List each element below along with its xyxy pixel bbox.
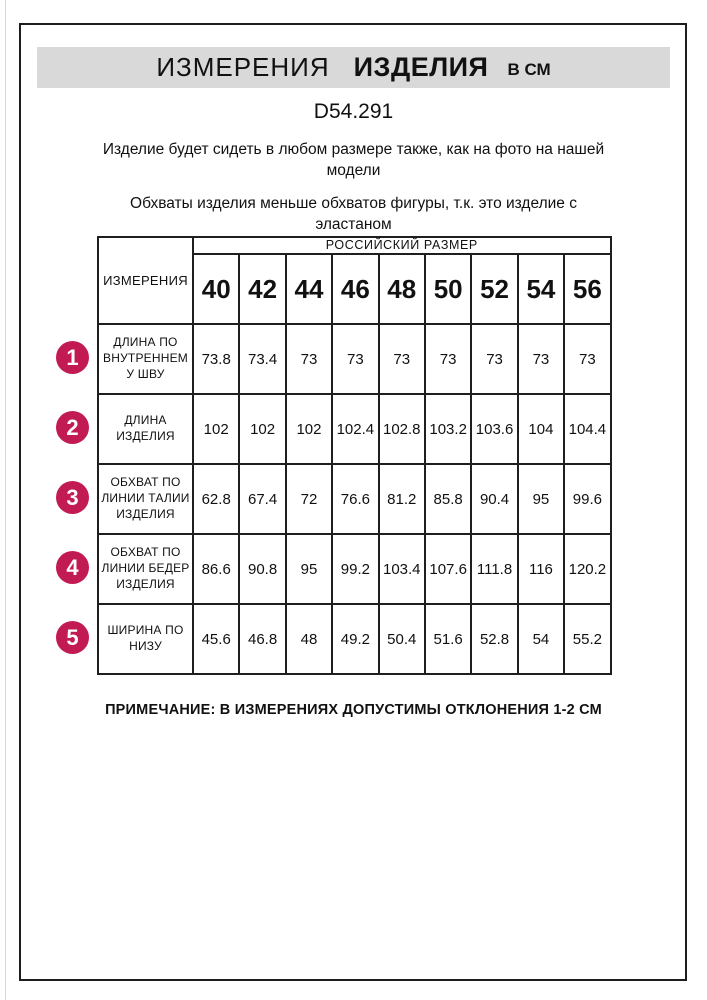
measurement-value: 73	[425, 324, 471, 394]
article-code: D54.291	[313, 100, 394, 123]
measurement-value: 86.6	[193, 534, 239, 604]
elastane-note-paragraph	[0, 193, 707, 235]
size-col-header: 52	[471, 254, 517, 324]
table-row	[98, 464, 611, 534]
measurement-value: 72	[286, 464, 332, 534]
measurement-value: 103.4	[379, 534, 425, 604]
measurement-value: 102.8	[379, 394, 425, 464]
measurement-value: 49.2	[332, 604, 378, 674]
size-col-header: 44	[286, 254, 332, 324]
table-header-group-row	[98, 237, 611, 254]
measurement-value: 104.4	[564, 394, 611, 464]
measurement-value: 104	[518, 394, 564, 464]
table-row	[98, 604, 611, 674]
measurement-value: 73	[518, 324, 564, 394]
elastane-note-line1: Обхваты изделия меньше обхватов фигуры, т.к. это изделие с	[130, 195, 577, 212]
measurement-value: 102	[239, 394, 285, 464]
measurement-value: 67.4	[239, 464, 285, 534]
measurement-value: 51.6	[425, 604, 471, 674]
row-label: ДЛИНА ИЗДЕЛИЯ	[98, 394, 193, 464]
measurement-value: 52.8	[471, 604, 517, 674]
size-col-header: 42	[239, 254, 285, 324]
table-corner-header: ИЗМЕРЕНИЯ	[98, 237, 193, 324]
size-col-header: 54	[518, 254, 564, 324]
measurement-value: 73	[379, 324, 425, 394]
fit-note-line1: Изделие будет сидеть в любом размере также, как на фото на нашей	[102, 141, 605, 158]
measurement-value: 50.4	[379, 604, 425, 674]
measurement-value: 102	[286, 394, 332, 464]
measurement-value: 107.6	[425, 534, 471, 604]
measurement-value: 111.8	[471, 534, 517, 604]
measurement-value: 76.6	[332, 464, 378, 534]
row-number-badge: 1	[56, 341, 89, 374]
title-word-product: ИЗДЕЛИЯ	[353, 52, 489, 82]
row-number-badge: 2	[56, 411, 89, 444]
measurement-value: 99.6	[564, 464, 611, 534]
measurement-value: 120.2	[564, 534, 611, 604]
measurement-value: 102	[193, 394, 239, 464]
measurement-value: 116	[518, 534, 564, 604]
measurement-value: 55.2	[564, 604, 611, 674]
measurement-value: 73	[564, 324, 611, 394]
row-number-badge: 5	[56, 621, 89, 654]
size-col-header: 46	[332, 254, 378, 324]
table-row	[98, 324, 611, 394]
measurement-value: 99.2	[332, 534, 378, 604]
measurement-value: 73	[286, 324, 332, 394]
measurement-value: 95	[518, 464, 564, 534]
measurement-value: 85.8	[425, 464, 471, 534]
measurement-value: 73.4	[239, 324, 285, 394]
size-col-header: 48	[379, 254, 425, 324]
row-label: ОБХВАТ ПО ЛИНИИ БЕДЕР ИЗДЕЛИЯ	[98, 534, 193, 604]
row-number-badge: 3	[56, 481, 89, 514]
measurement-value: 102.4	[332, 394, 378, 464]
fit-note-paragraph	[0, 139, 707, 181]
measurement-value: 103.6	[471, 394, 517, 464]
measurements-table	[97, 236, 612, 675]
measurement-value: 62.8	[193, 464, 239, 534]
row-number-badge: 4	[56, 551, 89, 584]
measurement-value: 81.2	[379, 464, 425, 534]
size-col-header: 56	[564, 254, 611, 324]
measurement-value: 54	[518, 604, 564, 674]
title-band	[37, 47, 670, 88]
row-label: ОБХВАТ ПО ЛИНИИ ТАЛИИ ИЗДЕЛИЯ	[98, 464, 193, 534]
title-word-measurements: ИЗМЕРЕНИЯ	[156, 52, 330, 82]
title-unit-label: В СМ	[507, 59, 551, 79]
fit-note-line2: модели	[326, 162, 381, 179]
size-col-header: 40	[193, 254, 239, 324]
row-label: ШИРИНА ПО НИЗУ	[98, 604, 193, 674]
measurement-value: 90.8	[239, 534, 285, 604]
table-row	[98, 534, 611, 604]
size-group-header: РОССИЙСКИЙ РАЗМЕР	[193, 237, 611, 254]
measurement-value: 103.2	[425, 394, 471, 464]
measurement-value: 45.6	[193, 604, 239, 674]
tolerance-note: ПРИМЕЧАНИЕ: В ИЗМЕРЕНИЯХ ДОПУСТИМЫ ОТКЛОНЕНИЯ 1-2 СМ	[105, 702, 602, 718]
size-col-header: 50	[425, 254, 471, 324]
measurement-value: 46.8	[239, 604, 285, 674]
elastane-note-line2: эластаном	[315, 216, 392, 233]
measurement-value: 48	[286, 604, 332, 674]
measurement-value: 73	[471, 324, 517, 394]
measurement-value: 73	[332, 324, 378, 394]
row-label: ДЛИНА ПО ВНУТРЕННЕМУ ШВУ	[98, 324, 193, 394]
table-row	[98, 394, 611, 464]
measurement-value: 95	[286, 534, 332, 604]
measurement-value: 73.8	[193, 324, 239, 394]
measurement-value: 90.4	[471, 464, 517, 534]
